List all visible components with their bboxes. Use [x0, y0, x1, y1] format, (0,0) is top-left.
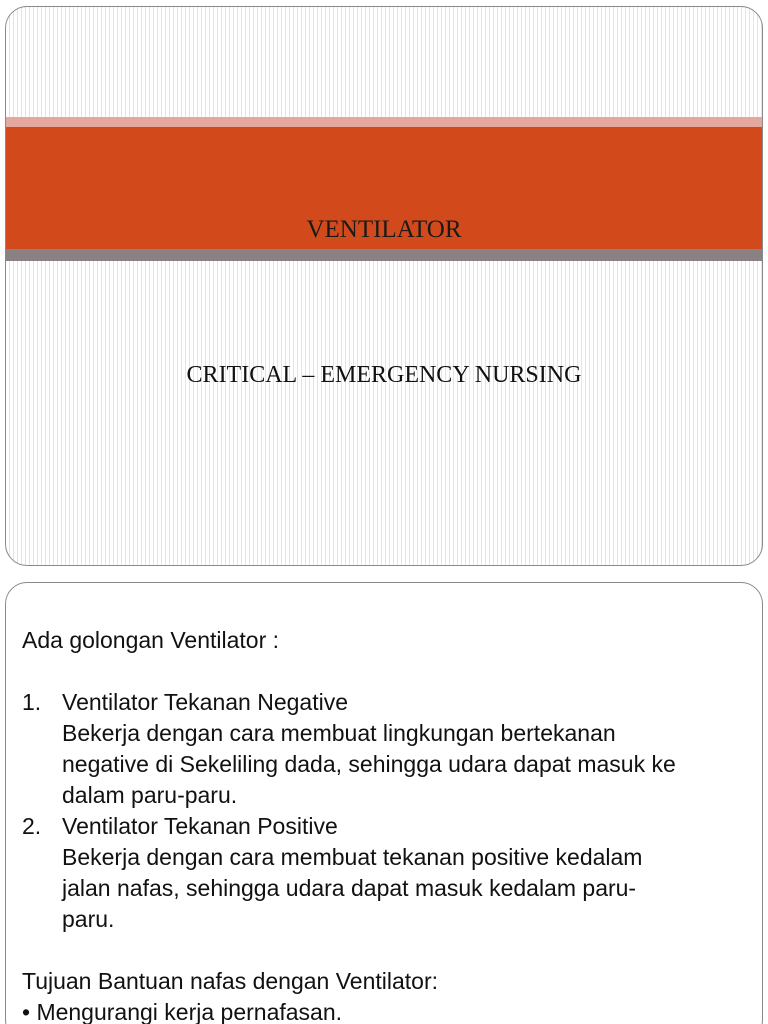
list-item-line: jalan nafas, sehingga udara dapat masuk kedalam paru- [62, 875, 637, 901]
purpose-heading: Tujuan Bantuan nafas dengan Ventilator: [22, 968, 439, 994]
list-item [22, 811, 752, 935]
list-item [22, 687, 752, 811]
list-item-line: negative di Sekeliling dada, sehingga udara dapat masuk ke [62, 751, 676, 777]
spacer [22, 656, 752, 687]
title-band-top-stripe [6, 117, 762, 127]
spacer [22, 935, 752, 966]
list-number: 2. [22, 813, 42, 839]
slide-subtitle: CRITICAL – EMERGENCY NURSING [186, 362, 582, 388]
list-number: 1. [22, 689, 42, 715]
content-slide [5, 582, 763, 1024]
list-item-line: Bekerja dengan cara membuat tekanan positive kedalam [62, 844, 643, 870]
list-item-heading: Ventilator Tekanan Negative [62, 689, 348, 715]
list-item-heading: Ventilator Tekanan Positive [62, 813, 338, 839]
bullet-item: • Mengurangi kerja pernafasan. [22, 999, 343, 1024]
title-slide [5, 6, 763, 566]
intro-text: Ada golongan Ventilator : [22, 627, 280, 653]
title-band-bottom-stripe [6, 249, 762, 261]
list-item-line: paru. [62, 906, 115, 932]
list-item-line: Bekerja dengan cara membuat lingkungan bertekanan [62, 720, 616, 746]
slide-title: VENTILATOR [306, 216, 462, 243]
slide-content [22, 625, 752, 1024]
list-item-line: dalam paru-paru. [62, 782, 238, 808]
